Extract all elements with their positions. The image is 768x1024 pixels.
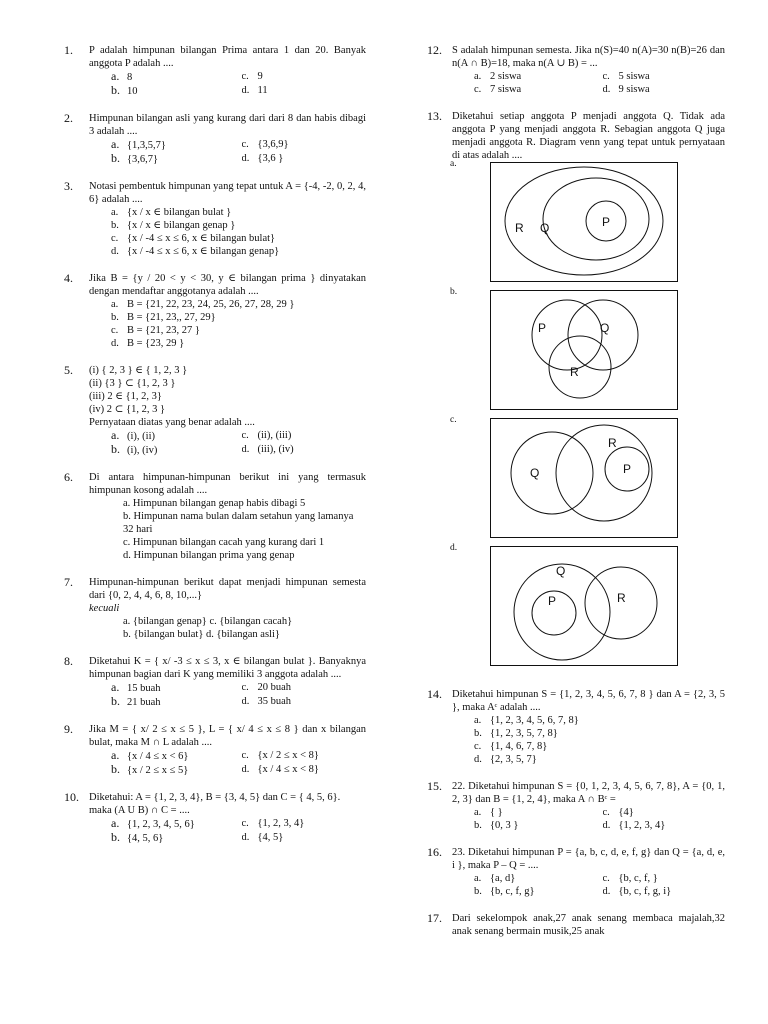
question-text: Jika B = {y / 20 < y < 30, y ∈ bilangan prima } dinyatakan dengan mendaftar anggotanya adalah ....: [89, 273, 366, 297]
venn-b-circle-q: [568, 300, 638, 370]
answer-options: [123, 497, 366, 562]
question-stem: [89, 112, 366, 138]
venn-option-a: [450, 159, 725, 290]
question-text: S adalah himpunan semesta. Jika n(S)=40 n(A)=30 n(B)=26 dan n(A ∩ B)=18, maka n(A ∪ B) = ...: [452, 45, 725, 69]
answer-options: [474, 714, 725, 766]
option-text: (i), (iv): [127, 445, 158, 456]
option-text: B = {21, 23, 27 }: [127, 325, 200, 336]
question-text: Diketahui: A = {1, 2, 3, 4}, B = {3, 4, 5} dan C = { 4, 5, 6}.: [89, 792, 341, 803]
option-letter: d.: [241, 764, 250, 775]
question: [427, 110, 725, 674]
answer-option: [474, 806, 597, 819]
venn-diagram-b: [490, 290, 678, 414]
option-letter: b.: [111, 695, 120, 708]
answer-options: [111, 298, 366, 350]
option-letter: d.: [111, 246, 119, 257]
option-letter: c.: [474, 741, 482, 752]
question-number: 4.: [64, 271, 73, 285]
answer-options: [111, 70, 366, 98]
venn-diagram-c: [490, 418, 678, 542]
option-text: 9: [257, 71, 263, 82]
option-letter: a.: [474, 715, 482, 726]
question: [64, 112, 366, 166]
option-letter: d.: [241, 85, 250, 96]
answer-option: [603, 872, 726, 885]
venn-option-b: [450, 287, 725, 418]
question-number: 5.: [64, 363, 73, 377]
question-stem: [89, 655, 366, 681]
option-text: 5 siswa: [618, 71, 650, 82]
option-text: b. Himpunan nama bulan dalam setahun yang lamanya 32 hari: [123, 511, 354, 535]
option-text: 2 siswa: [490, 71, 522, 82]
question: [427, 688, 725, 766]
answer-option: [242, 443, 367, 457]
option-letter: c.: [602, 71, 610, 82]
option-letter: a.: [111, 138, 120, 151]
option-text: {1, 2, 3, 4}: [618, 820, 666, 831]
question-stem: [89, 576, 366, 615]
answer-options: [111, 749, 366, 777]
option-letter: c.: [241, 818, 249, 829]
answer-option: [242, 70, 367, 84]
option-text: {x / 4 ≤ x < 6}: [127, 751, 189, 762]
venn-option-d: [450, 543, 725, 674]
option-text: {1, 4, 6, 7, 8}: [490, 741, 548, 752]
answer-options: [111, 817, 366, 845]
answer-options: [111, 138, 366, 166]
answer-options: [474, 806, 725, 832]
answer-option: [123, 615, 366, 628]
answer-option: [111, 84, 236, 98]
option-letter: b.: [111, 152, 120, 165]
venn-d-label-q: Q: [556, 564, 566, 578]
option-letter: a.: [111, 681, 120, 694]
option-text: a. {bilangan genap} c. {bilangan cacah}: [123, 616, 293, 627]
option-letter: a.: [111, 70, 120, 83]
venn-option-label: b.: [450, 287, 458, 297]
venn-d-label-r: R: [617, 591, 626, 605]
question-number: 9.: [64, 722, 73, 736]
question-text: Himpunan-himpunan berikut dapat menjadi himpunan semesta dari {0, 2, 4, 4, 6, 8, 10,...}: [89, 577, 366, 601]
option-letter: c.: [602, 807, 610, 818]
option-text: (iii), (iv): [257, 444, 294, 455]
venn-option-c: [450, 415, 725, 546]
answer-option: [123, 628, 366, 641]
right-column: [427, 44, 725, 952]
venn-b-circle-p: [532, 300, 602, 370]
answer-option: [474, 753, 725, 766]
option-text: {2, 3, 5, 7}: [490, 754, 537, 765]
answer-option: [111, 695, 236, 709]
option-letter: c.: [474, 84, 482, 95]
answer-option: [123, 536, 366, 549]
question-stem: [452, 688, 725, 714]
option-text: 9 siswa: [618, 84, 650, 95]
option-text: c. Himpunan bilangan cacah yang kurang dari 1: [123, 537, 325, 548]
option-text: 7 siswa: [490, 84, 522, 95]
option-text: 10: [127, 86, 138, 97]
venn-a-label-r: R: [515, 221, 524, 235]
option-text: {4, 5, 6}: [127, 833, 164, 844]
option-letter: b.: [111, 831, 120, 844]
venn-c-label-p: P: [623, 462, 632, 476]
option-letter: a.: [474, 71, 482, 82]
venn-d-universe-box: [491, 547, 678, 666]
statement-line: (i) { 2, 3 } ∈ { 1, 2, 3 }: [89, 365, 188, 376]
venn-c-label-q: Q: [530, 466, 540, 480]
answer-option: [111, 324, 366, 337]
option-text: 15 buah: [127, 683, 161, 694]
question-stem: [452, 780, 725, 806]
option-text: {1, 2, 3, 5, 7, 8}: [490, 728, 558, 739]
option-text: {b, c, f, g, i}: [618, 886, 672, 897]
option-text: (ii), (iii): [257, 430, 292, 441]
answer-option: [111, 298, 366, 311]
question-stem: [89, 272, 366, 298]
venn-b-universe-box: [491, 291, 678, 410]
venn-diagrams: [450, 159, 725, 674]
answer-option: [242, 749, 367, 763]
question-text: Diketahui setiap anggota P menjadi anggota Q. Tidak ada anggota P yang menjadi anggota R. Sebagian anggota Q juga menjadi anggota R. Diagram venn yang tepat untuk pernyataan di atas adalah ....: [452, 111, 725, 161]
answer-option: [474, 714, 725, 727]
option-letter: d.: [474, 754, 482, 765]
option-letter: b.: [111, 220, 119, 231]
option-text: {0, 3 }: [490, 820, 519, 831]
option-letter: b.: [111, 312, 119, 323]
question: [64, 272, 366, 350]
answer-options: [111, 429, 366, 457]
venn-a-label-p: P: [602, 215, 611, 229]
question-text: Dari sekelompok anak,27 anak senang membaca majalah,32 anak senang bermain musik,25 anak: [452, 913, 725, 937]
option-letter: b.: [111, 763, 120, 776]
venn-d-label-p: P: [548, 594, 557, 608]
question-number: 14.: [427, 687, 442, 701]
option-text: 20 buah: [257, 682, 292, 693]
answer-option: [603, 83, 726, 96]
answer-option: [123, 497, 366, 510]
option-text: {b, c, f, g}: [490, 886, 535, 897]
option-letter: d.: [602, 886, 611, 897]
answer-option: [111, 831, 236, 845]
answer-option: [242, 681, 367, 695]
option-text: {3,6 }: [257, 153, 284, 164]
question-stem: [89, 44, 366, 70]
option-letter: b.: [111, 443, 120, 456]
option-text: {x / -4 ≤ x ≤ 6, x ∈ bilangan genap}: [127, 246, 280, 257]
answer-option: [111, 763, 236, 777]
answer-option: [123, 510, 366, 536]
answer-option: [123, 549, 366, 562]
answer-option: [603, 806, 726, 819]
answer-option: [242, 763, 367, 777]
option-text: d. Himpunan bilangan prima yang genap: [123, 550, 295, 561]
answer-option: [111, 152, 236, 166]
option-text: { }: [490, 807, 503, 818]
option-text: {x / 2 ≤ x ≤ 5}: [127, 765, 189, 776]
answer-option: [242, 831, 367, 845]
answer-option: [603, 885, 726, 898]
option-letter: b.: [474, 728, 482, 739]
answer-option: [242, 138, 367, 152]
option-text: {x / x ∈ bilangan genap }: [127, 220, 236, 231]
option-letter: c.: [602, 873, 610, 884]
answer-option: [111, 337, 366, 350]
question-text: Himpunan bilangan asli yang kurang dari dari 8 dan habis dibagi 3 adalah ....: [89, 113, 366, 137]
option-text: {1, 2, 3, 4}: [257, 818, 305, 829]
venn-b-label-p: P: [538, 321, 547, 335]
option-text: {x / 2 ≤ x < 8}: [257, 750, 319, 761]
question-stem: [89, 471, 366, 497]
venn-a-label-q: Q: [540, 221, 550, 235]
venn-b-label-r: R: [570, 365, 579, 379]
venn-diagram-d: [490, 546, 678, 670]
option-letter: a.: [474, 807, 482, 818]
answer-option: [111, 206, 366, 219]
question-text: Jika M = { x/ 2 ≤ x ≤ 5 }, L = { x/ 4 ≤ x ≤ 8 } dan x bilangan bulat, maka M ∩ L adalah ....: [89, 724, 366, 748]
answer-options: [474, 70, 725, 96]
option-letter: d.: [241, 832, 250, 843]
venn-c-label-r: R: [608, 436, 617, 450]
question: [64, 655, 366, 709]
venn-option-label: a.: [450, 159, 457, 169]
answer-option: [603, 819, 726, 832]
question-text: Diketahui himpunan S = {1, 2, 3, 4, 5, 6, 7, 8 } dan A = {2, 3, 5 }, maka Aᶜ adalah ....: [452, 689, 725, 713]
option-letter: a.: [111, 429, 120, 442]
option-text: 35 buah: [257, 696, 292, 707]
answer-option: [474, 83, 597, 96]
option-text: 8: [127, 72, 133, 83]
question-stem: [89, 723, 366, 749]
answer-option: [242, 695, 367, 709]
venn-b-label-q: Q: [600, 321, 610, 335]
answer-option: [603, 70, 726, 83]
option-letter: d.: [111, 338, 119, 349]
question: [427, 912, 725, 938]
answer-option: [474, 885, 597, 898]
question-number: 13.: [427, 109, 442, 123]
option-letter: a.: [111, 207, 119, 218]
answer-option: [242, 84, 367, 98]
question-stem: [452, 846, 725, 872]
question: [64, 723, 366, 777]
question-stem: [89, 791, 366, 804]
option-letter: b.: [474, 820, 482, 831]
option-letter: d.: [602, 84, 611, 95]
option-letter: c.: [241, 682, 249, 693]
statement-line: (ii) {3 } ⊂ {1, 2, 3 }: [89, 378, 176, 389]
option-letter: d.: [241, 696, 250, 707]
option-text: 11: [257, 85, 268, 96]
question-text: Di antara himpunan-himpunan berikut ini yang termasuk himpunan kosong adalah ....: [89, 472, 366, 496]
answer-option: [111, 70, 236, 84]
question-number: 7.: [64, 575, 73, 589]
option-text: b. {bilangan bulat} d. {bilangan asli}: [123, 629, 280, 640]
question-text: Notasi pembentuk himpunan yang tepat untuk A = {-4, -2, 0, 2, 4, 6} adalah ....: [89, 181, 366, 205]
option-letter: a.: [111, 299, 119, 310]
venn-a-circle-q: [543, 178, 649, 260]
venn-option-label: c.: [450, 415, 457, 425]
option-text: (i), (ii): [127, 431, 155, 442]
answer-option: [111, 219, 366, 232]
option-letter: a.: [474, 873, 482, 884]
venn-c-universe-box: [491, 419, 678, 538]
answer-option: [111, 749, 236, 763]
option-text: {4, 5}: [257, 832, 284, 843]
option-text: a. Himpunan bilangan genap habis dibagi 5: [123, 498, 306, 509]
option-letter: d.: [241, 153, 250, 164]
option-letter: d.: [602, 820, 611, 831]
question-number: 8.: [64, 654, 73, 668]
answer-option: [111, 138, 236, 152]
option-letter: c.: [111, 325, 119, 336]
question: [64, 364, 366, 457]
venn-d-circle-q: [514, 564, 610, 660]
question-number: 1.: [64, 43, 73, 57]
venn-c-circle-r: [556, 425, 652, 521]
option-text: {x / -4 ≤ x ≤ 6, x ∈ bilangan bulat}: [127, 233, 276, 244]
question: [64, 471, 366, 562]
option-letter: c.: [241, 430, 249, 441]
option-text: {1, 2, 3, 4, 5, 6, 7, 8}: [490, 715, 579, 726]
option-text: {1, 2, 3, 4, 5, 6}: [127, 819, 195, 830]
option-letter: c.: [241, 71, 249, 82]
option-letter: c.: [241, 139, 249, 150]
statement-line: Pernyataan diatas yang benar adalah ....: [89, 417, 255, 428]
answer-options: [123, 615, 366, 641]
answer-option: [242, 152, 367, 166]
answer-option: [111, 817, 236, 831]
question-number: 3.: [64, 179, 73, 193]
question-number: 17.: [427, 911, 442, 925]
option-letter: d.: [241, 444, 250, 455]
question-stem: [452, 912, 725, 938]
question-number: 16.: [427, 845, 442, 859]
option-text: 21 buah: [127, 697, 161, 708]
option-text: {3,6,7}: [127, 154, 159, 165]
answer-options: [111, 206, 366, 258]
answer-option: [111, 311, 366, 324]
venn-option-label: d.: [450, 543, 458, 553]
statement-line: maka (A U B) ∩ C = ....: [89, 805, 190, 816]
answer-options: [474, 872, 725, 898]
answer-option: [474, 740, 725, 753]
option-text: {b, c, f, }: [618, 873, 658, 884]
venn-c-circle-q: [511, 432, 593, 514]
question-number: 10.: [64, 790, 79, 804]
answer-option: [111, 443, 236, 457]
statement-line: (iv) 2 ⊂ {1, 2, 3 }: [89, 404, 166, 415]
option-text: {4}: [618, 807, 634, 818]
option-text: {1,3,5,7}: [127, 140, 166, 151]
answer-option: [474, 819, 597, 832]
question: [64, 44, 366, 98]
question: [64, 791, 366, 845]
answer-option: [111, 245, 366, 258]
option-letter: c.: [111, 233, 119, 244]
option-text: {3,6,9}: [257, 139, 289, 150]
question-number: 12.: [427, 43, 442, 57]
question-number: 2.: [64, 111, 73, 125]
question-text: 22. Diketahui himpunan S = {0, 1, 2, 3, 4, 5, 6, 7, 8}, A = {0, 1, 2, 3} dan B = {1, 2, 4}, maka A ∩ Bᶜ =: [452, 781, 725, 805]
answer-option: [242, 817, 367, 831]
option-text: {x / 4 ≤ x < 8}: [257, 764, 319, 775]
answer-options: [111, 681, 366, 709]
question-emphasis: kecuali: [89, 603, 120, 614]
question-number: 6.: [64, 470, 73, 484]
left-column: [64, 44, 366, 859]
answer-option: [242, 429, 367, 443]
question: [427, 44, 725, 96]
option-letter: c.: [241, 750, 249, 761]
option-letter: a.: [111, 749, 120, 762]
option-letter: b.: [474, 886, 482, 897]
question-stem: [89, 180, 366, 206]
option-text: {a, d}: [490, 873, 516, 884]
answer-option: [474, 70, 597, 83]
question-text: Diketahui K = { x/ -3 ≤ x ≤ 3, x ∈ bilangan bulat }. Banyaknya himpunan bagian dari K yang memiliki 3 anggota adalah ....: [89, 656, 366, 680]
answer-option: [474, 727, 725, 740]
answer-option: [474, 872, 597, 885]
option-letter: a.: [111, 817, 120, 830]
answer-option: [111, 232, 366, 245]
option-text: B = {23, 29 }: [127, 338, 185, 349]
question: [64, 180, 366, 258]
option-letter: b.: [111, 84, 120, 97]
option-text: {x / x ∈ bilangan bulat }: [127, 207, 232, 218]
question-text: 23. Diketahui himpunan P = {a, b, c, d, e, f, g} dan Q = {a, d, e, i }, maka P – Q = ....: [452, 847, 725, 871]
question-stem: [452, 44, 725, 70]
question: [64, 576, 366, 641]
question: [427, 780, 725, 832]
option-text: B = {21, 22, 23, 24, 25, 26, 27, 28, 29 }: [127, 299, 295, 310]
venn-diagram-a: [490, 162, 678, 286]
option-text: B = {21, 23,, 27, 29}: [127, 312, 216, 323]
question-stem: [452, 110, 725, 162]
question-number: 15.: [427, 779, 442, 793]
statement-line: (iii) 2 ∈ {1, 2, 3}: [89, 391, 162, 402]
answer-option: [111, 429, 236, 443]
question-text: P adalah himpunan bilangan Prima antara 1 dan 20. Banyak anggota P adalah ....: [89, 45, 366, 69]
question: [427, 846, 725, 898]
answer-option: [111, 681, 236, 695]
